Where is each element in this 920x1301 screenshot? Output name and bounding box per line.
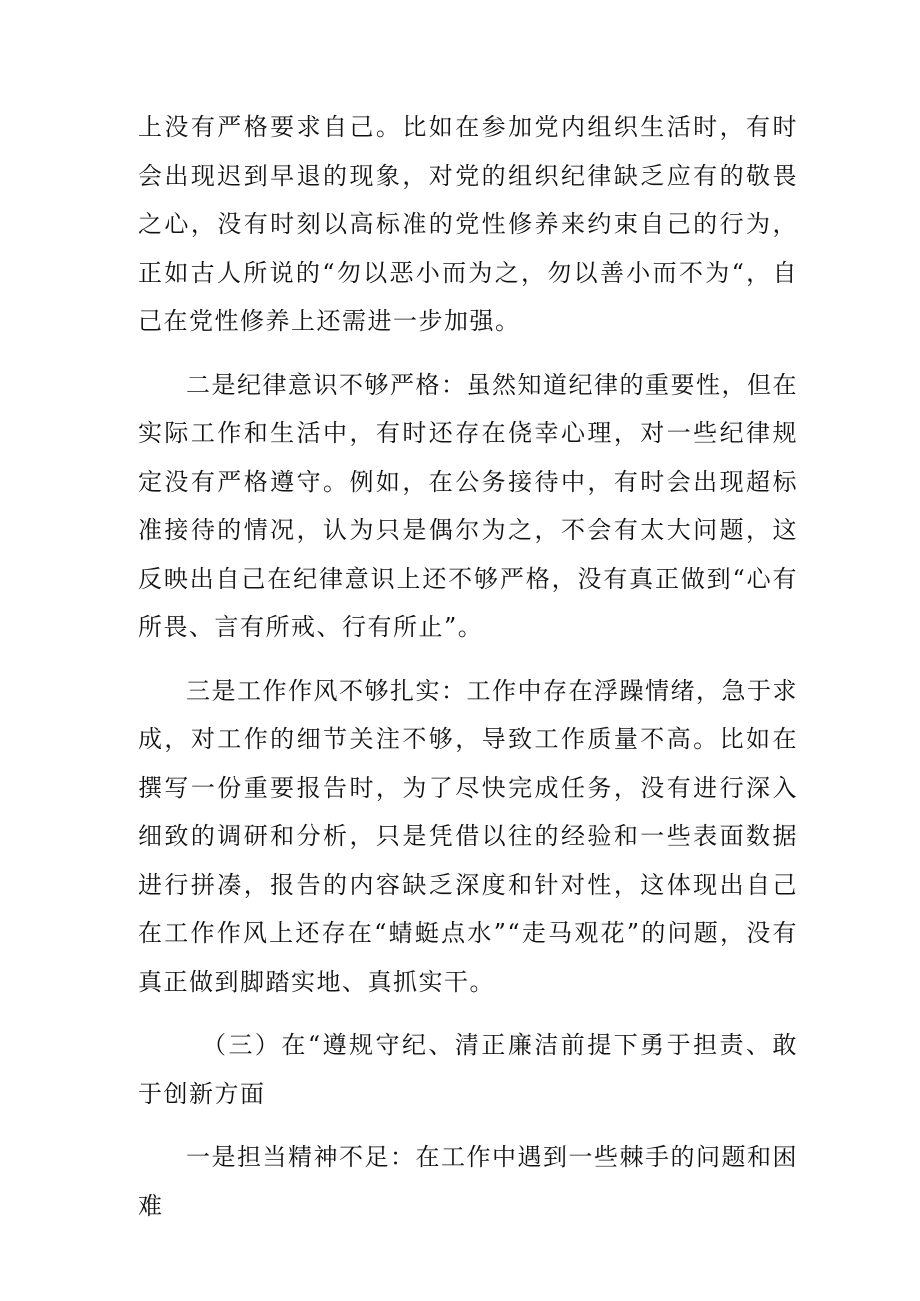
paragraph-party-spirit-continued: 上没有严格要求自己。比如在参加党内组织生活时，有时会出现迟到早退的现象，对党的组织纪律缺乏应有的敬畏之心，没有时刻以高标准的党性修养来约束自己的行为，正如古人所说的“勿以恶小而为之，勿以善小而不为“，自己在党性修养上还需进一步加强。: [138, 113, 798, 335]
paragraph-discipline-awareness: 二是纪律意识不够严格：虽然知道纪律的重要性，但在实际工作和生活中，有时还存在侥幸心理，对一些纪律规定没有严格遵守。例如，在公务接待中，有时会出现超标准接待的情况，认为只是偶尔为之，不会有太大问题，这反映出自己在纪律意识上还不够严格，没有真正做到“心有所畏、言有所戒、行有所止”。: [138, 370, 798, 641]
paragraph-work-style: 三是工作作风不够扎实：工作中存在浮躁情绪，急于求成，对工作的细节关注不够，导致工作质量不高。比如在撰写一份重要报告时，为了尽快完成任务，没有进行深入细致的调研和分析，只是凭借以往的经验和一些表面数据进行拼凑，报告的内容缺乏深度和针对性，这体现出自己在工作作风上还存在“蜻蜓点水”“走马观花”的问题，没有真正做到脚踏实地、真抓实干。: [138, 676, 798, 996]
paragraph-responsibility: 一是担当精神不足：在工作中遇到一些棘手的问题和困难: [138, 1143, 798, 1220]
section-heading-three: （三）在“遵规守纪、清正廉洁前提下勇于担责、敢于创新方面: [138, 1031, 798, 1108]
document-body: [138, 103, 798, 1245]
